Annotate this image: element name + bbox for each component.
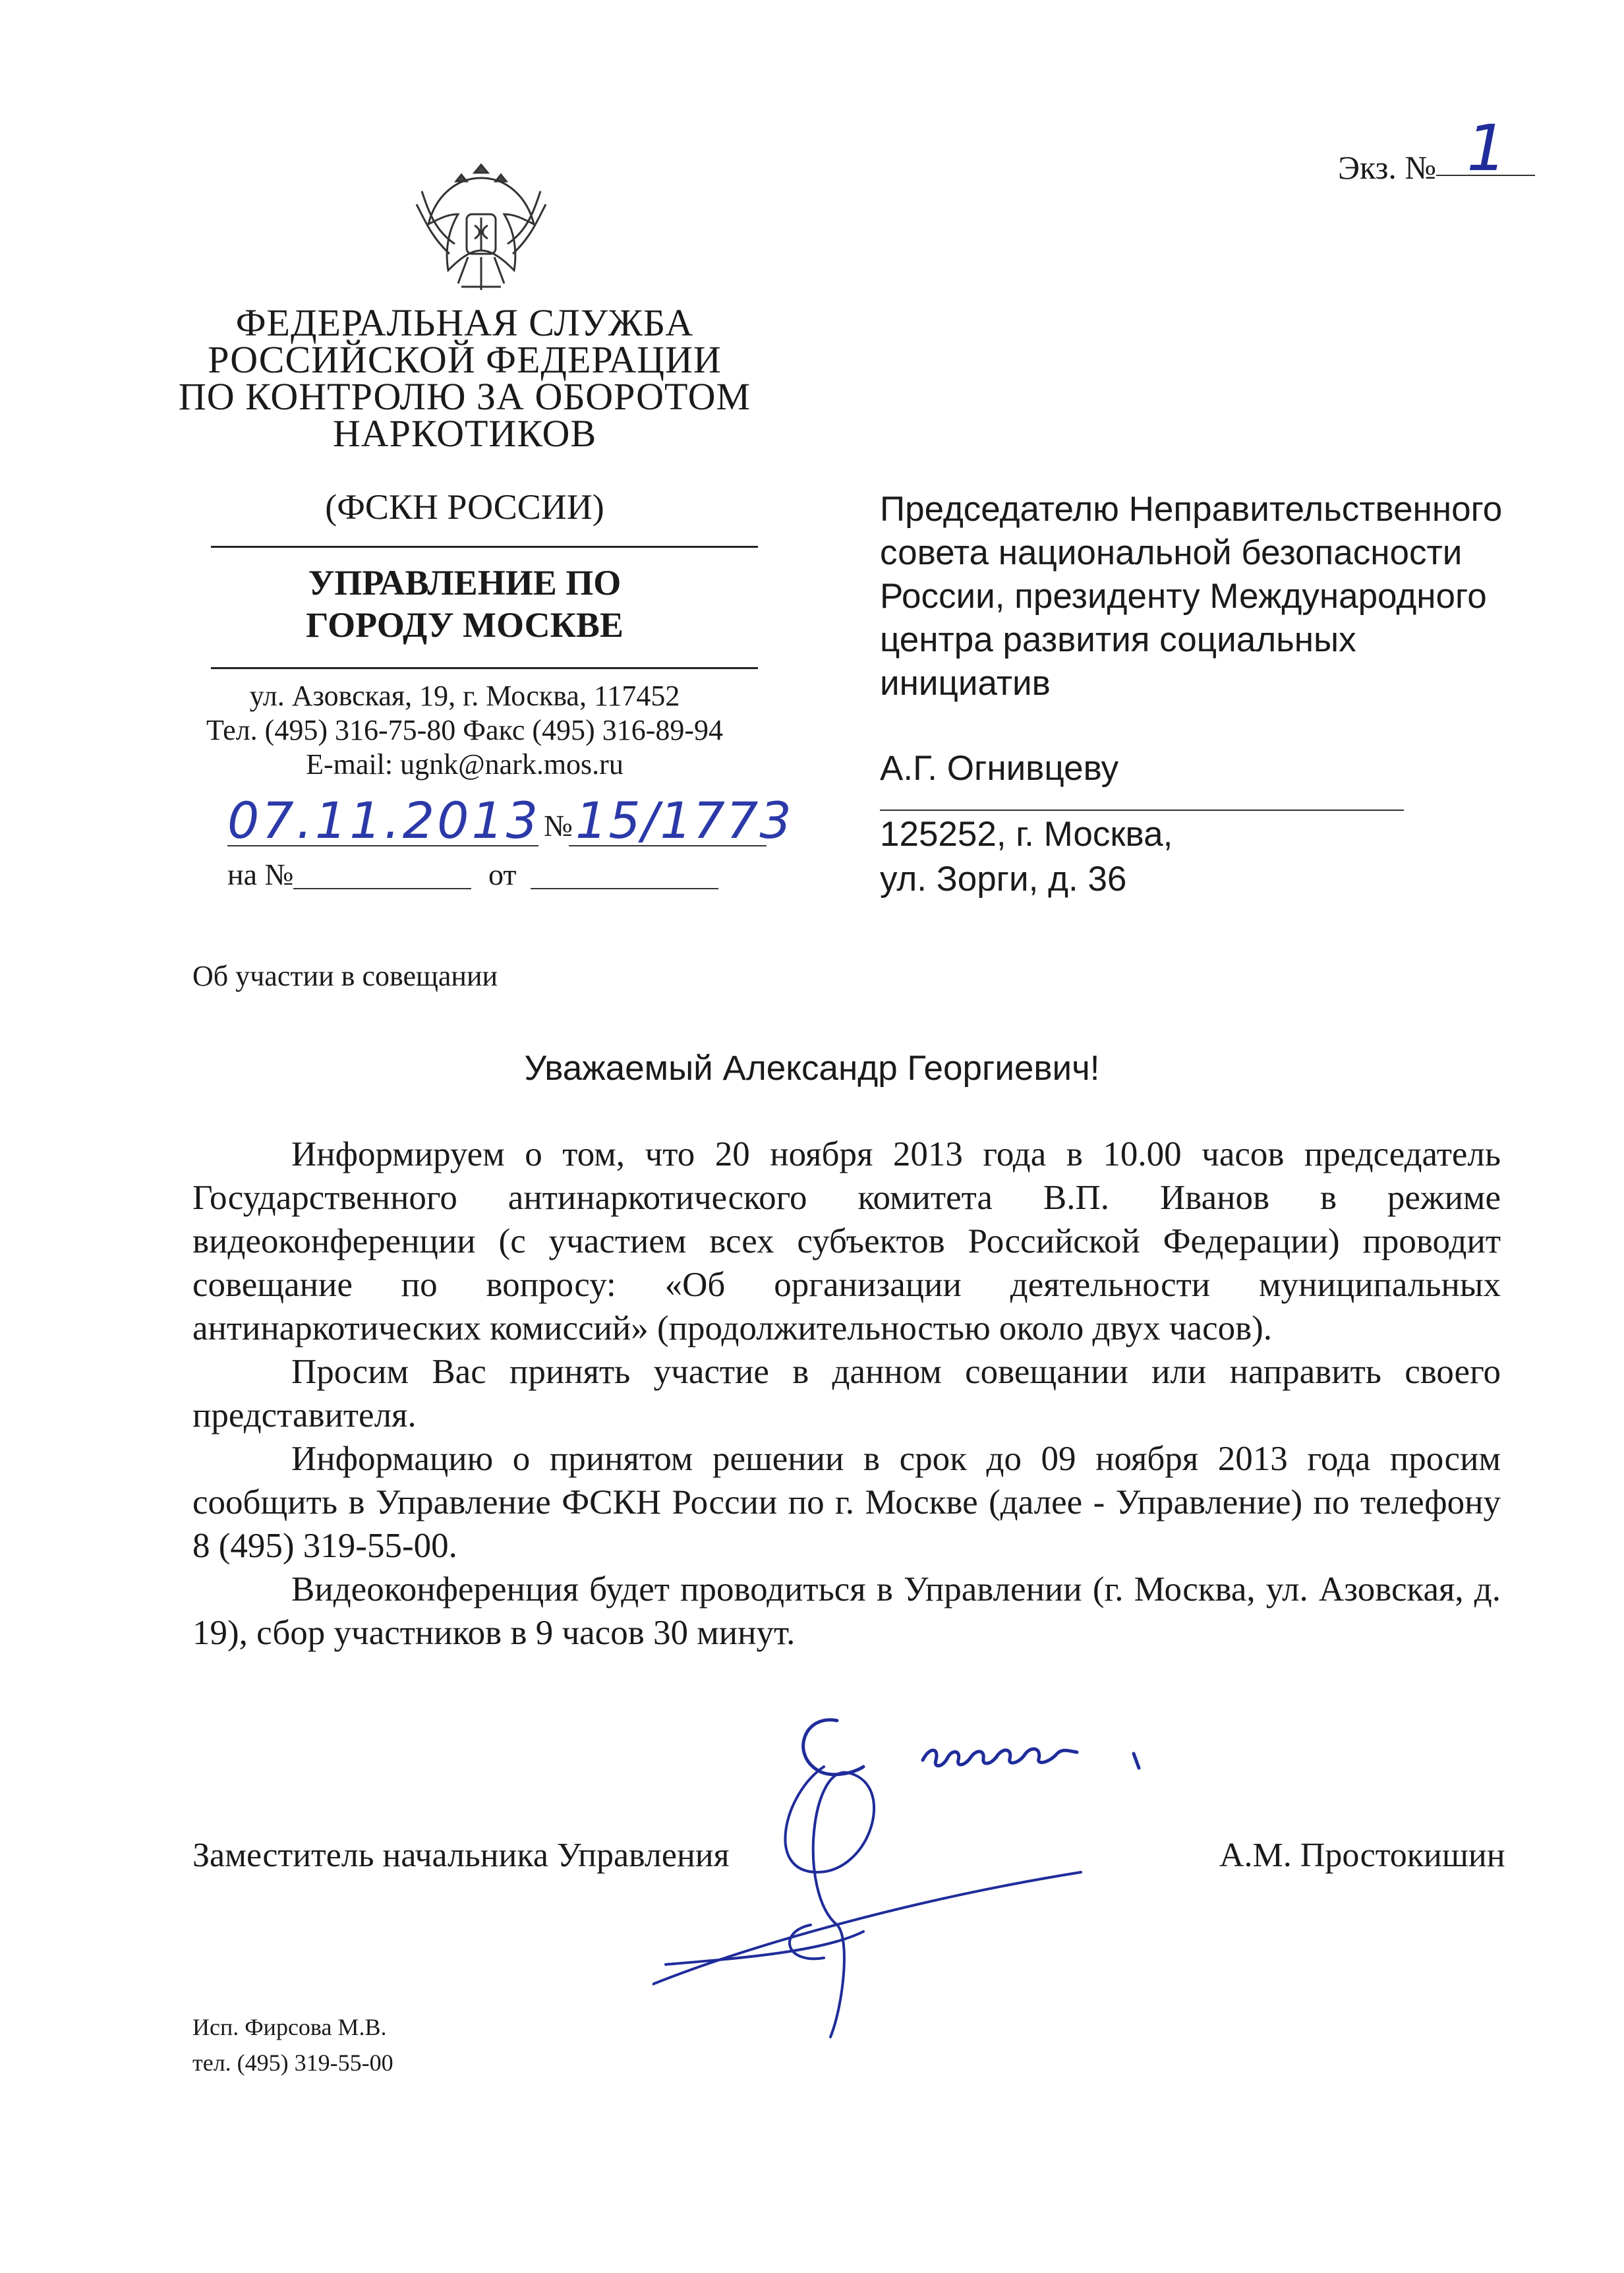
executor-name: Исп. Фирсова М.В.: [192, 2014, 387, 2040]
organization-line: ПО КОНТРОЛЮ ЗА ОБОРОТОМ: [178, 375, 751, 418]
organization-address: ул. Азовская, 19, г. Москва, 117452: [249, 680, 680, 712]
department-line: ГОРОДУ МОСКВЕ: [306, 605, 624, 645]
department-line: УПРАВЛЕНИЕ ПО: [308, 563, 622, 603]
organization-short-name: (ФСКН РОССИИ): [325, 487, 604, 527]
organization-name: [165, 301, 765, 455]
signature: [652, 1727, 1101, 2057]
body-paragraph: Видеоконференция будет проводиться в Управлении (г. Москва, ул. Азовская, д. 19), сбор участников в 9 часов 30 минут.: [192, 1570, 1501, 1652]
addressee-divider: [880, 810, 1404, 811]
reference-date-blank: [531, 853, 718, 889]
letter-body: [192, 1133, 1501, 1655]
addressee-line: Председателю Неправительственного: [880, 490, 1503, 529]
body-paragraph: Информируем о том, что 20 ноября 2013 года в 10.00 часов председатель Государственного антинаркотического комитета В.П. Иванов в режиме видеоконференции (с участием всех субъектов Российской Федерации) проводит совещание по вопросу: «Об организации деятельности муниципальных антинаркотических комиссий» (продолжительностью около двух часов).: [192, 1135, 1501, 1347]
body-paragraph: Информацию о принятом решении в срок до 09 ноября 2013 года просим сообщить в Управление ФСКН России по г. Москве (далее - Управление) по телефону 8 (495) 319-55-00.: [192, 1440, 1501, 1565]
registration-date-underline: [227, 845, 538, 846]
reference-number-blank: [293, 853, 471, 889]
reference-label: на №: [227, 858, 294, 891]
addressee-line: центра развития социальных: [880, 620, 1356, 659]
addressee-line: инициатив: [880, 664, 1051, 703]
copy-number-underline: [1436, 111, 1535, 185]
addressee-line: совета национальной безопасности: [880, 533, 1463, 572]
registration-line: [227, 791, 793, 850]
organization-email: E-mail: ugnk@nark.mos.ru: [306, 748, 624, 781]
addressee-address-line: ул. Зорги, д. 36: [880, 860, 1127, 899]
organization-line: НАРКОТИКОВ: [332, 412, 597, 455]
addressee-address: [880, 812, 1173, 902]
organization-phones: Тел. (495) 316-75-80 Факс (495) 316-89-94: [206, 714, 723, 746]
organization-line: ФЕДЕРАЛЬНАЯ СЛУЖБА: [235, 301, 694, 344]
reference-line: [227, 857, 718, 893]
addressee-title: [880, 488, 1539, 705]
executor-info: [192, 2009, 393, 2081]
signer-position: Заместитель начальника Управления: [192, 1837, 730, 1874]
copy-number-label: Экз. №: [1338, 149, 1437, 186]
registration-number: 15/1773: [575, 791, 793, 850]
registration-date: 07.11.2013: [227, 791, 541, 850]
signer-name: А.М. Простокишин: [1219, 1837, 1505, 1874]
eagle-emblem-icon: [409, 152, 554, 303]
divider: [211, 546, 758, 548]
registration-number-label: №: [544, 809, 573, 842]
registration-number-underline: [569, 845, 767, 846]
executor-phone: тел. (495) 319-55-00: [192, 2050, 393, 2076]
letter-subject: Об участии в совещании: [192, 960, 498, 992]
divider: [211, 667, 758, 669]
body-paragraph: Просим Вас принять участие в данном совещании или направить своего представителя.: [192, 1353, 1501, 1434]
organization-contacts: [165, 679, 765, 782]
copy-number: [1338, 111, 1535, 187]
addressee-address-line: 125252, г. Москва,: [880, 815, 1173, 854]
copy-number-value: 1: [1466, 111, 1507, 185]
letter-greeting: Уважаемый Александр Георгиевич!: [524, 1049, 1100, 1088]
addressee-line: России, президенту Международного: [880, 577, 1487, 616]
reference-from-label: от: [488, 858, 517, 891]
organization-line: РОССИЙСКОЙ ФЕДЕРАЦИИ: [208, 338, 722, 381]
addressee-name: А.Г. Огнивцеву: [880, 749, 1119, 788]
department-name: [165, 562, 765, 646]
